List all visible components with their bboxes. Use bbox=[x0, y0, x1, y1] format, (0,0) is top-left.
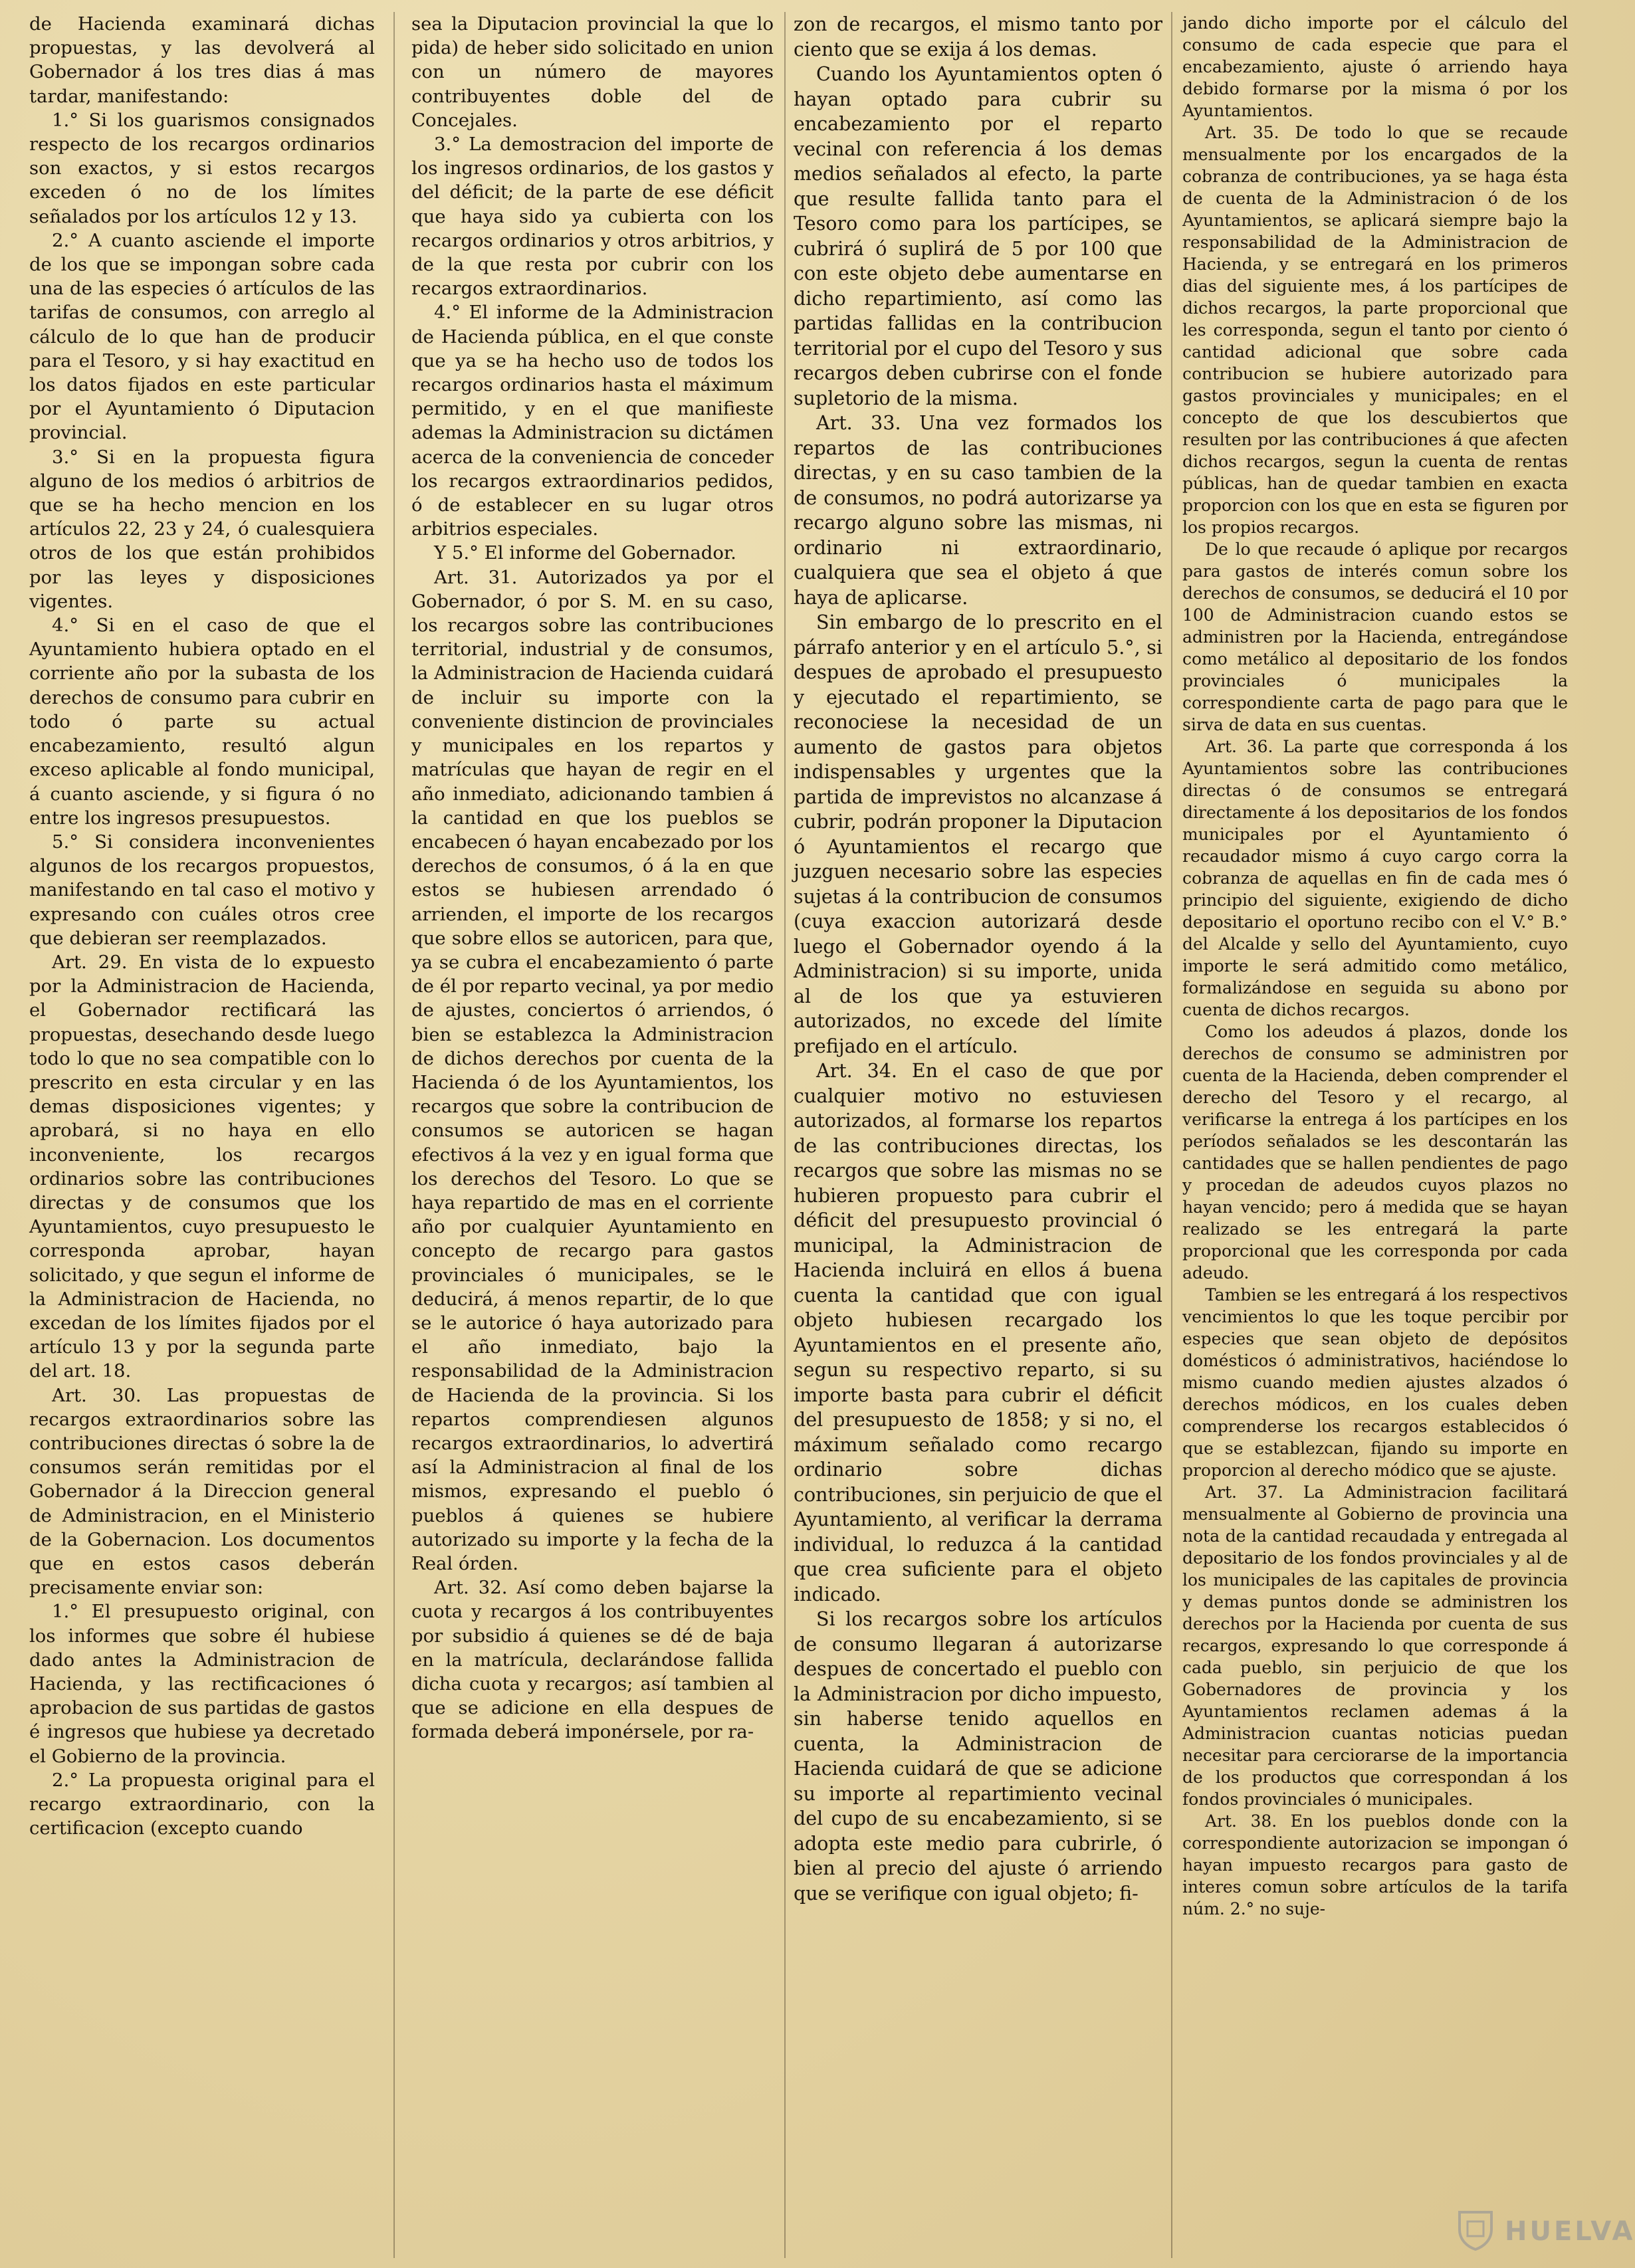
paragraph: 1.° Si los guarismos consignados respecto de los recargos ordinarios son exactos, y si estos recargos exceden ó no de los límites señalados por los artículos 12 y 13. bbox=[29, 109, 375, 227]
paragraph: Art. 33. Una vez formados los repartos de las contribuciones directas, y en su caso tambien de la de consumos, no podrá autorizarse ya recargo alguno sobre las mismas, ni ordinario ni extraordinario, cualquiera que sea el objeto á que haya de aplicarse. bbox=[794, 412, 1162, 609]
paragraph: Art. 38. En los pueblos donde con la correspondiente autorizacion se impongan ó hayan impuesto recargos para gasto de interes comun sobre artículos de la tarifa núm. 2.° no suje- bbox=[1182, 1811, 1568, 1918]
paragraph: 1.° El presupuesto original, con los informes que sobre él hubiese dado antes la Administracion de Hacienda, y las rectificaciones ó aprobacion de sus partidas de gastos é ingresos que hubiese ya decretado el Gobierno de la provincia. bbox=[29, 1601, 375, 1767]
paragraph: Si los recargos sobre los artículos de consumo llegaran á autorizarse despues de concertado el pueblo con la Administracion por dicho impuesto, sin haberse tenido aquellos en cuenta, la Administracion de Hacienda cuidará de que se adicione su importe al repartimiento vecinal del cupo de su encabezamiento, si se adopta este medio para cubrirle, ó bien al precio del ajuste ó arriendo que se verifique con igual objeto; fi- bbox=[794, 1608, 1162, 1905]
paragraph: 3.° La demostracion del importe de los ingresos ordinarios, de los gastos y del déficit; de la parte de ese déficit que haya sido ya cubierta con los recargos ordinarios y otros arbitrios, y de la que resta por cubrir con los recargos extraordinarios. bbox=[411, 134, 774, 300]
paragraph: jando dicho importe por el cálculo del consumo de cada especie que para el encabezamiento, ajuste ó arriendo haya debido formarse por la misma ó por los Ayuntamientos. bbox=[1182, 13, 1568, 120]
column-rule bbox=[784, 12, 786, 2258]
paragraph: 4.° Si en el caso de que el Ayuntamiento hubiera optado en el corriente año por la subasta de los derechos de consumo para cubrir en todo ó parte su actual encabezamiento, resultó algun exceso aplicable al fondo municipal, á cuanto asciende, y si figura ó no entre los ingresos presupuestos. bbox=[29, 615, 375, 829]
paragraph: 3.° Si en la propuesta figura alguno de los medios ó arbitrios de que se ha hecho mencion en los artículos 22, 23 y 24, ó cualesquiera otros de los que están prohibidos por las leyes y disposiciones vigentes. bbox=[29, 446, 375, 612]
column-rule bbox=[393, 12, 395, 2258]
paragraph: Art. 37. La Administracion facilitará mensualmente al Gobierno de provincia una nota de la cantidad recaudada y entregada al depositario de los fondos provinciales y al de los municipales de las capitales de provincia y demas puntos donde se administren los derechos por la Hacienda por cuenta de sus recargos, expresando lo que corresponde á cada pueblo, sin perjuicio de que los Gobernadores de provincia y los Ayuntamientos reclamen ademas á la Administracion cuantas noticias puedan necesitar para cerciorarse de la importancia de los productos que correspondan á los fondos provinciales ó municipales. bbox=[1182, 1483, 1568, 1809]
paragraph: sea la Diputacion provincial la que lo pida) de heber sido solicitado en union con un número de mayores contribuyentes doble del de Concejales. bbox=[411, 13, 774, 131]
text-column-1 bbox=[29, 12, 375, 2258]
paragraph: Art. 34. En el caso de que por cualquier motivo no estuviesen autorizados, al formarse los repartos de las contribuciones directas, los recargos que sobre las mismas no se hubieren propuesto para cubrir el déficit del presupuesto provincial ó municipal, la Administracion de Hacienda incluirá en ellos á buena cuenta la cantidad que con igual objeto hubiesen recargado los Ayuntamientos en el presente año, segun su respectivo reparto, si su importe basta para cubrir el déficit del presupuesto de 1858; y si no, el máximum señalado como recargo ordinario sobre dichas contribuciones, sin perjuicio de que el Ayuntamiento, al verificar la derrama individual, lo reduzca á la cantidad que crea suficiente para el objeto indicado. bbox=[794, 1060, 1162, 1605]
paragraph: Art. 29. En vista de lo expuesto por la Administracion de Hacienda, el Gobernador rectificará las propuestas, desechando desde luego todo lo que no sea compatible con lo prescrito en esta circular y en las demas disposiciones vigentes; y aprobará, si no haya en ello inconveniente, los recargos ordinarios sobre las contribuciones directas y de consumos que los Ayuntamientos, cuyo presupuesto le corresponda aprobar, hayan solicitado, y que segun el informe de la Administracion de Hacienda, no excedan de los límites fijados por el artículo 13 y por la segunda parte del art. 18. bbox=[29, 951, 375, 1382]
paragraph: Art. 36. La parte que corresponda á los Ayuntamientos sobre las contribuciones directas ó de consumos se entregará directamente á los depositarios de los fondos municipales por el Ayuntamiento ó recaudador mismo á cuyo cargo corra la cobranza de aquellas en fin de cada mes ó principio del siguiente, exigiendo de dicho depositario el oportuno recibo con el V.° B.° del Alcalde y sello del Ayuntamiento, cuyo importe le será admitido como metálico, formalizándose en seguida su abono por cuenta de dichos recargos. bbox=[1182, 737, 1568, 1019]
paragraph: 5.° Si considera inconvenientes algunos de los recargos propuestos, manifestando en tal caso el motivo y expresando con cuáles otros cree que debieran ser reemplazados. bbox=[29, 831, 375, 949]
watermark-label: HUELVA bbox=[1505, 2216, 1635, 2247]
paragraph: De lo que recaude ó aplique por recargos para gastos de interés comun sobre los derechos de consumos, se deducirá el 10 por 100 de Administracion cuando estos se administren por la Hacienda, entregándose como metálico al depositario de los fondos provinciales ó municipales la correspondiente carta de pago para que le sirva de data en sus cuentas. bbox=[1182, 540, 1568, 734]
text-column-3 bbox=[794, 12, 1162, 2258]
paragraph: 4.° El informe de la Administracion de Hacienda pública, en el que conste que ya se ha hecho uso de todos los recargos ordinarios hasta el máximum permitido, y en el que manifieste ademas la Administracion su dictámen acerca de la conveniencia de conceder los recargos extraordinarios pedidos, ó de establecer en su lugar otros arbitrios especiales. bbox=[411, 302, 774, 540]
paragraph: Como los adeudos á plazos, donde los derechos de consumo se administren por cuenta de la Hacienda, deben comprender el derecho del Tesoro y el recargo, al verificarse la entrega á los partícipes en los períodos señalados se les descontarán las cantidades que se hallen pendientes de pago y procedan de adeudos cuyos plazos no hayan vencido; pero á medida que se hayan realizado se les entregará la parte proporcional que les corresponda por cada adeudo. bbox=[1182, 1022, 1568, 1283]
column-rule bbox=[1171, 12, 1172, 2258]
paragraph: 2.° La propuesta original para el recargo extraordinario, con la certificacion (excepto cuando bbox=[29, 1769, 375, 1839]
paragraph: Art. 35. De todo lo que se recaude mensualmente por los encargados de la cobranza de contribuciones, ya se haga ésta de cuenta de la Administracion ó de los Ayuntamientos, se aplicará siempre bajo la responsabilidad de la Administracion de Hacienda, y se entregará en los primeros dias del siguiente mes, á los partícipes de dichos recargos, la parte proporcional que les corresponda, segun el tanto por ciento ó cantidad adicional que sobre cada contribucion se hubiere autorizado para gastos provinciales y municipales; en el concepto de que los descubiertos que resulten por las contribuciones á que afecten dichos recargos, segun la cuenta de rentas públicas, han de quedar tambien en exacta proporcion con los que en esta se figuren por los propios recargos. bbox=[1182, 123, 1568, 537]
paragraph: Art. 30. Las propuestas de recargos extraordinarios sobre las contribuciones directas ó sobre la de consumos serán remitidas por el Gobernador á la Direccion general de Administracion, en el Ministerio de la Gobernacion. Los documentos que en estos casos deberán precisamente enviar son: bbox=[29, 1384, 375, 1599]
archive-watermark bbox=[1457, 2207, 1635, 2253]
paragraph: Art. 31. Autorizados ya por el Gobernador, ó por S. M. en su caso, los recargos sobre las contribuciones territorial, industrial y de consumos, la Administracion de Hacienda cuidará de incluir su importe con la conveniente distincion de provinciales y municipales en los repartos y matrículas que hayan de regir en el año inmediato, adicionando tambien á la cantidad en que los pueblos se encabecen ó hayan encabezado por los derechos de consumos, ó á la en que estos se hubiesen arrendado ó arrienden, el importe de los recargos que sobre ellos se autoricen, para que, ya se cubra el encabezamiento ó parte de él por reparto vecinal, ya por medio de ajustes, conciertos ó arriendos, ó bien se establezca la Administracion de dichos derechos por cuenta de la Hacienda ó de los Ayuntamientos, los recargos que sobre la contribucion de consumos se autoricen se hagan efectivos á la vez y en igual forma que los derechos del Tesoro. Lo que se haya repartido de mas en el corriente año por cualquier Ayuntamiento en concepto de recargo para gastos provinciales ó municipales, se le deducirá, á menos repartir, de lo que se le autorice ó haya autorizado para el año inmediato, bajo la responsabilidad de la Administracion de Hacienda de la provincia. Si los repartos comprendiesen algunos recargos extraordinarios, lo advertirá así la Administracion al final de los mismos, expresando el pueblo ó pueblos á quienes se hubiere autorizado su importe y la fecha de la Real órden. bbox=[411, 566, 774, 1574]
paragraph: de Hacienda examinará dichas propuestas, y las devolverá al Gobernador á los tres dias á mas tardar, manifestando: bbox=[29, 13, 375, 107]
paragraph: Sin embargo de lo prescrito en el párrafo anterior y en el artículo 5.°, si despues de aprobado el presupuesto y ejecutado el repartimiento, se reconociese la necesidad de un aumento de gastos para objetos indispensables y urgentes que la partida de imprevistos no alcanzase á cubrir, podrán proponer la Diputacion ó Ayuntamientos el recargo que juzguen necesario sobre las especies sujetas á la contribucion de consumos (cuya exaccion autorizará desde luego el Gobernador oyendo á la Administracion) si su importe, unida al de los que ya estuvieren autorizados, no excede del límite prefijado en el artículo. bbox=[794, 611, 1162, 1057]
paragraph: Y 5.° El informe del Gobernador. bbox=[434, 542, 736, 564]
text-column-2 bbox=[411, 12, 774, 2258]
paragraph: Cuando los Ayuntamientos opten ó hayan optado para cubrir su encabezamiento por el reparto vecinal con referencia á los demas medios señalados al efecto, la parte que resulte fallida tanto para el Tesoro como para los partícipes, se cubrirá ó suplirá de 5 por 100 que con este objeto debe aumentarse en dicho repartimiento, así como las partidas fallidas en la contribucion territorial por el cupo del Tesoro y sus recargos deben cubrirse con el fonde supletorio de la misma. bbox=[794, 63, 1162, 409]
paragraph: Art. 32. Así como deben bajarse la cuota y recargos á los contribuyentes por subsidio á quienes se dé de baja en la matrícula, declarándose fallida dicha cuota y recargos; así tambien al que se adicione en ella despues de formada deberá imponérsele, por ra- bbox=[411, 1577, 774, 1743]
paragraph: Tambien se les entregará á los respectivos vencimientos lo que les toque percibir por especies que sean objeto de depósitos domésticos ó administrativos, haciéndose lo mismo cuando medien ajustes alzados ó derechos módicos, en los cuales deben comprenderse los recargos establecidos ó que se establezcan, fijando su importe en proporcion al derecho módico que se ajuste. bbox=[1182, 1285, 1568, 1480]
newspaper-page bbox=[29, 12, 1598, 2258]
paragraph: 2.° A cuanto asciende el importe de los que se impongan sobre cada una de las especies ó artículos de las tarifas de consumos, con arreglo al cálculo de lo que han de producir para el Tesoro, y si hay exactitud en los datos fijados en este particular por el Ayuntamiento ó Diputacion provincial. bbox=[29, 229, 375, 444]
text-column-4 bbox=[1182, 12, 1568, 2258]
paragraph: zon de recargos, el mismo tanto por ciento que se exija á los demas. bbox=[794, 13, 1162, 60]
archive-shield-icon bbox=[1457, 2210, 1494, 2251]
